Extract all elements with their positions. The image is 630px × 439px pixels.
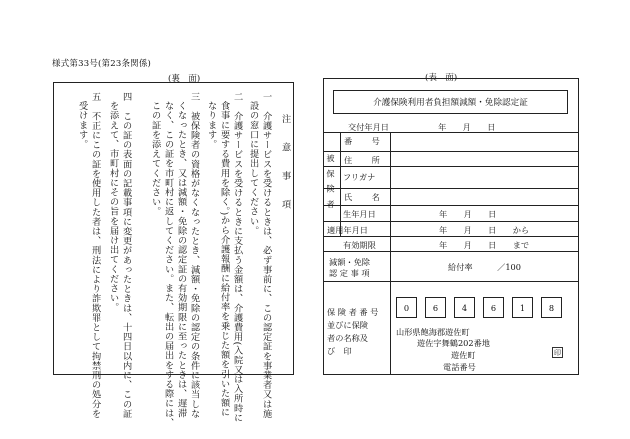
apply-value: 年 月 日 から (439, 225, 530, 235)
insurer-name-line-3: 遊佐町 (451, 350, 476, 360)
insurer-digit-1: 0 (396, 297, 417, 318)
apply-label: 適用年月日 (327, 225, 368, 235)
seal-mark: 印 (554, 348, 561, 357)
note-line-7: くなったとき、又は減額・免除の認定証の有効期限に至ったときは、遅滞 (175, 101, 187, 418)
name-label: 氏 名 (344, 192, 381, 202)
note-line-8: なく、この証を市町村に返してください。また、転出の届出をする際には、 (162, 101, 174, 428)
insurer-label-2: 並びに保険 (327, 320, 368, 330)
number-label: 番 号 (344, 136, 381, 146)
insurer-name-line-2: 遊佐字舞鶴202番地 (417, 338, 490, 348)
insured-label: 被保険者 (326, 154, 336, 215)
insurer-digit-3: 4 (454, 297, 475, 318)
note-line-2: 設の窓口に提出してください。 (247, 101, 259, 236)
back-side-label: (裏 面) (168, 74, 201, 84)
birth-value: 年 月 日 (439, 209, 497, 219)
notes-heading: 注 意 事 項 (279, 114, 291, 214)
issue-date: 交付年月日 年 月 日 (348, 122, 496, 132)
insurer-name-line-4: 電話番号 (443, 362, 476, 372)
insurer-digit-2: 6 (425, 297, 446, 318)
form-number: 様式第33号(第23条関係) (52, 59, 152, 69)
note-line-4: 食事に要する費用を除く。)から介護報酬に給付率を乗じた額を引いた額に (218, 101, 230, 418)
note-line-3: 二 介護サービスを受けるときに支払う金額は、介護費用(入院又は入所時に (231, 92, 243, 423)
note-line-10: 四 この証の表面の記載事項に変更があったときは、十四日以内に、この証 (120, 92, 132, 419)
note-line-12: 五 不正にこの証を使用した者は、刑法により詐欺罪として拘禁刑の処分を (89, 92, 101, 419)
note-line-5: なります。 (205, 101, 217, 149)
certificate-title: 介護保険利用者負担額減額・免除認定証 (333, 90, 568, 114)
address-label: 住 所 (344, 155, 381, 165)
reduction-label-1: 減額・免除 (329, 257, 370, 267)
furigana-label: フリガナ (343, 172, 376, 182)
reduction-label-2: 認 定 事 項 (329, 268, 370, 278)
insurer-digit-5: 1 (512, 297, 533, 318)
note-line-6: 三 被保険者の資格がなくなったとき、減額・免除の認定の条件に該当しな (188, 92, 200, 419)
insurer-digit-6: 8 (541, 297, 562, 318)
note-line-11: を添えて、市町村にその旨を届け出てください。 (107, 101, 119, 313)
insurer-name-line-1: 山形県飽海郡遊佐町 (396, 327, 470, 337)
insurer-digit-4: 6 (483, 297, 504, 318)
valid-value: 年 月 日 まで (439, 240, 530, 250)
benefit-rate: 給付率 ／100 (448, 262, 521, 272)
insurer-label-3: 者の名称及 (327, 333, 368, 343)
front-side-label: (表 面) (425, 73, 458, 83)
valid-label: 有効期限 (343, 240, 376, 250)
note-line-9: この証を添えてください。 (149, 101, 161, 217)
note-line-1: 一 介護サービスを受けるときは、必ず事前に、この認定証を事業者又は施 (260, 92, 272, 419)
insurer-label-4: び 印 (327, 346, 352, 356)
insurer-label-1: 保 険 者 番 号 (327, 307, 379, 317)
note-line-13: 受けます。 (76, 101, 88, 149)
birth-label: 生年月日 (343, 209, 376, 219)
